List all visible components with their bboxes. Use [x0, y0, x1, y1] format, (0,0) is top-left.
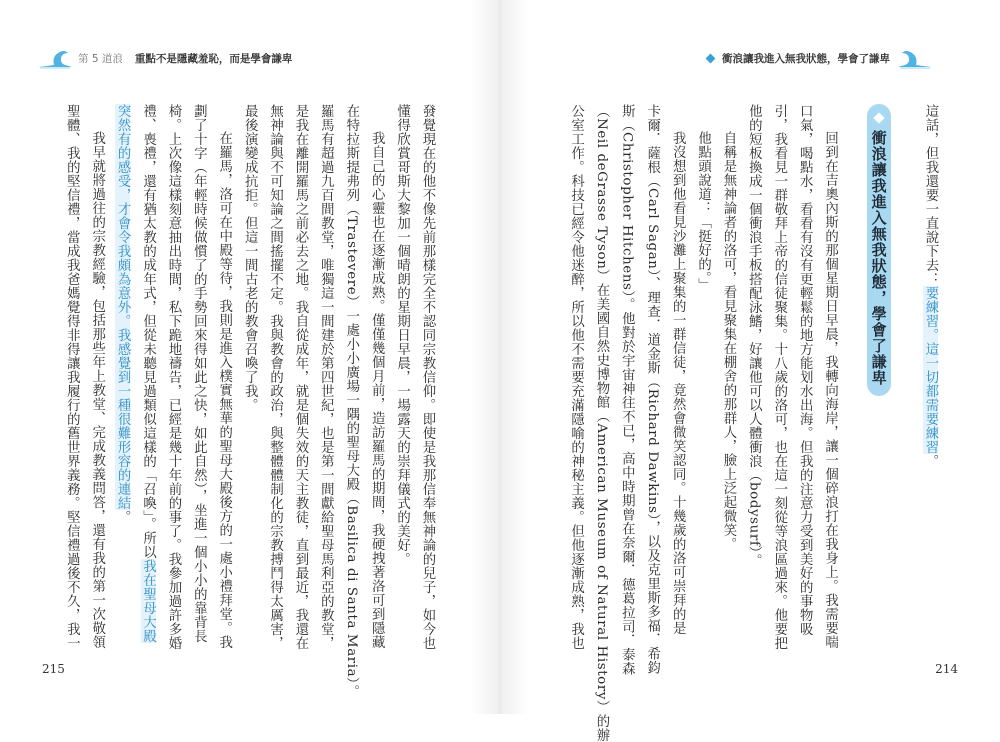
text-line	[690, 104, 715, 626]
text-line	[338, 104, 363, 699]
text-line	[288, 104, 313, 650]
text-segment: 劃了十字（年輕時候做慣了的手勢回來得如此之快，如此自然），坐進一個小小的靠背長	[191, 104, 207, 644]
text-segment: 我沒想到他看見沙灘上聚集的一群信徒，竟然會微笑認同。十幾歲的洛可崇拜的是	[670, 130, 686, 635]
text-line	[614, 104, 639, 676]
text-segment: 羅馬有超過九百間教堂，唯獨這一間建於第四世紀，也是第一間獻給聖母馬利亞的教堂，	[318, 104, 334, 650]
text-segment: 無神論與不可知論之間搖擺不定。我與教會的政治，與整體體制化的宗教搏鬥得太厲害，	[267, 104, 283, 650]
text-line	[415, 104, 440, 650]
running-title: 衝浪讓我進入無我狀態，學會了謙卑	[722, 52, 890, 65]
left-page-body	[59, 104, 440, 699]
text-line	[741, 104, 766, 626]
text-segment: 。	[923, 454, 938, 468]
text-segment: 公室工作。科技已經令他迷醉，所以他不需要充滿隱喻的神秘主義。但他逐漸成熟，我也	[568, 104, 584, 650]
text-segment: 最後演變成抗拒。但這一間古老的教會召喚了我。	[242, 104, 258, 412]
page-number-left: 215	[42, 662, 65, 676]
text-segment: 他的短板換成一個衝浪手板搭配泳鰭，好讓他可以人體衝浪（bodysurf）。	[746, 104, 762, 568]
text-segment: 這話，但我還要一直說下去：	[923, 104, 938, 286]
text-line	[186, 104, 211, 644]
text-line	[313, 104, 338, 650]
text-segment: 椅。上次像這樣刻意抽出時間，私下跪地禱告，已經是幾十年前的事了。我參加過許多婚	[165, 104, 181, 650]
text-line	[589, 104, 614, 742]
text-line	[918, 104, 943, 626]
text-line	[639, 104, 664, 675]
text-segment: 我自己的心靈也在逐漸成熟。僅僅幾個月前，造訪羅馬的期間，我硬拽著洛可到隱藏	[369, 130, 385, 649]
text-segment: 。	[115, 510, 131, 524]
highlighted-text: 我在聖母大殿	[140, 559, 156, 644]
text-line	[766, 104, 791, 650]
text-line	[817, 104, 842, 649]
diamond-icon	[706, 53, 716, 63]
text-line	[211, 104, 236, 649]
text-segment: 發覺現在的他不像先前那樣完全不認同宗教信仰。即使是我那信奉無神論的兒子，如今也	[420, 104, 435, 650]
text-line	[364, 104, 389, 649]
text-segment: 斯（Christopher Hitchens）。他對於宇宙神往不已，高中時期曾在奈爾．德葛拉司．泰森	[619, 104, 635, 676]
text-line	[665, 104, 690, 635]
text-segment: 口氣，喝點水，看看有沒有更輕鬆的地方能划水出海。但我的注意力受到美好的事物吸	[797, 104, 813, 636]
wave-icon	[38, 47, 72, 69]
text-segment: 是我在離開羅馬之前必去之地。我自從成年，就是個失效的天主教徒，直到最近，我還在	[292, 104, 308, 650]
text-segment: 禮、喪禮，還有猶太教的成年式，但從未聽見過類似這樣的「召喚」。所以	[140, 104, 156, 560]
text-line	[716, 104, 741, 626]
text-segment: 回到在吉奧內斯的那個星期日早晨，我轉向海岸，讓一個碎浪打在我身上。我需要喘	[822, 130, 838, 649]
text-line	[563, 104, 588, 650]
text-line	[84, 104, 109, 649]
text-line	[110, 104, 135, 626]
text-segment: 他點頭說道：「挺好的。」	[695, 130, 711, 293]
text-segment: 在特拉斯提弗列（Trastevere）一處小小廣場一隅的聖母大殿（Basilica di Santa Maria）。	[343, 104, 359, 699]
text-segment: 聖體、我的堅信禮，當成我爸媽覺得非得讓我履行的舊世界義務。堅信禮過後不久，我一	[64, 104, 80, 650]
text-segment: （Neil deGrasse Tyson）在美國自然史博物館（American Museum of Natural History）的辦	[593, 104, 609, 742]
right-running-header	[707, 48, 932, 68]
text-segment: 卡爾．薩根（Carl Sagan）、理查．道金斯（Richard Dawkins），以及克里斯多福．希鈞	[644, 104, 660, 675]
text-segment: 在羅馬，洛可在中殿等待，我則是進入樸實無華的聖母大殿後方的一處小禮拜堂。我	[216, 130, 232, 649]
running-title: 重點不是隱藏羞恥，而是學會謙卑	[134, 52, 293, 65]
highlighted-text: 突然有的感受，才會令我頗為意外。我感覺到一種很難形容的連結	[115, 104, 131, 510]
text-line	[135, 104, 160, 644]
text-segment: 我早就將過往的宗教經驗，包括那些年上教堂、完成教義問答，還有我的第一次敬領	[89, 130, 105, 649]
text-segment: 懂得欣賞哥斯大黎加一個晴朗的星期日早晨，一場露天的崇拜儀式的美好。	[394, 104, 410, 566]
diamond-icon	[873, 112, 884, 123]
left-running-header	[38, 48, 292, 68]
text-line	[792, 104, 817, 636]
text-line	[262, 104, 287, 650]
text-segment: 自稱是無神論者的洛可，看見聚集在棚舍的那群人，臉上泛起微笑。	[720, 130, 736, 551]
text-line	[161, 104, 186, 650]
wave-icon	[898, 47, 932, 69]
text-line	[389, 104, 414, 626]
book-gutter	[470, 0, 530, 714]
text-line	[237, 104, 262, 626]
chapter-label: 第 5 道浪	[78, 52, 123, 65]
section-heading-text: 衝浪讓我進入無我狀態，學會了謙卑	[869, 130, 888, 386]
text-line	[59, 104, 84, 650]
text-segment: 引，我看見一群敬拜上帝的信徒聚集。十八歲的洛可，也在這一刻從等浪區過來。他要把	[771, 104, 787, 650]
page-number-right: 214	[935, 662, 958, 676]
right-page-body	[563, 104, 943, 742]
highlighted-text: 要練習。這一切都需要練習	[923, 286, 938, 454]
section-heading	[867, 104, 891, 396]
